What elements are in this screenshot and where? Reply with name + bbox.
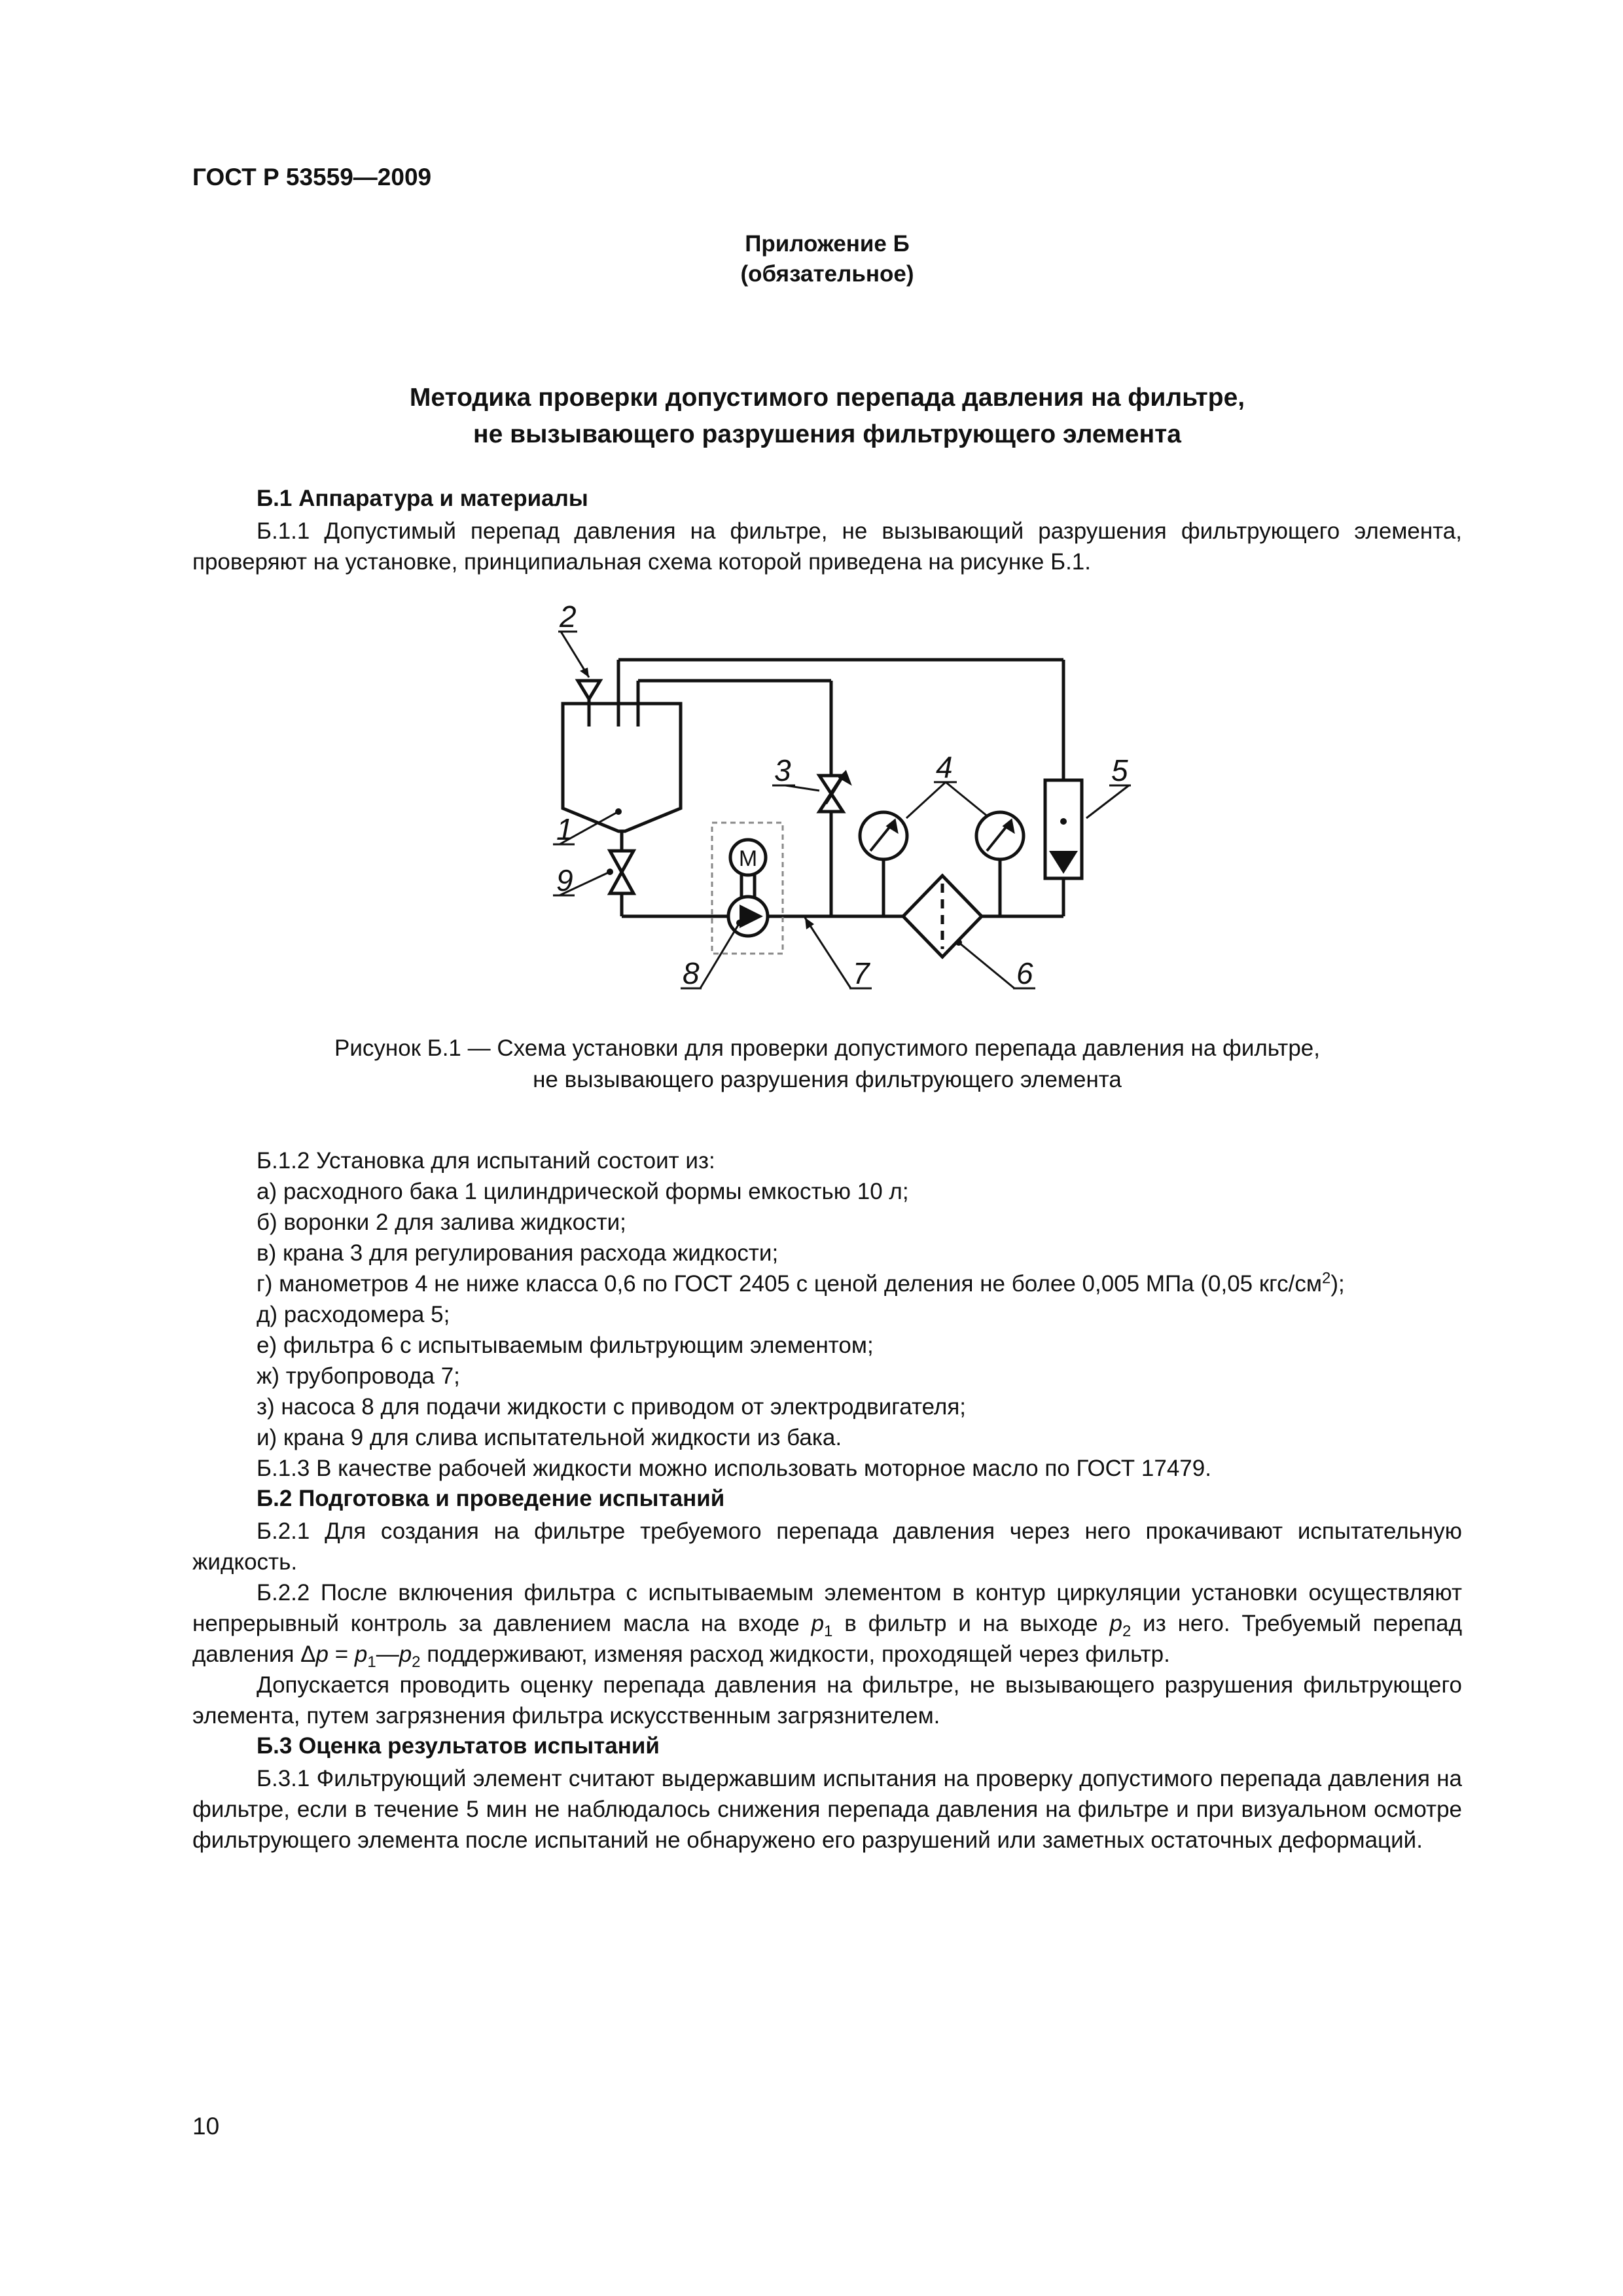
list-item-v: в) крана 3 для регулирования расхода жидкости;: [257, 1240, 779, 1266]
section-b3-heading: Б.3 Оценка результатов испытаний: [257, 1733, 660, 1759]
paragraph-b2-2: [192, 1577, 1462, 1670]
appendix-status: (обязательное): [740, 261, 914, 287]
paragraph-b2-1: [192, 1516, 1462, 1577]
p2-sub: 2: [1122, 1623, 1132, 1640]
dash-sign: —: [376, 1641, 399, 1667]
list-item-g-sup: 2: [1321, 1269, 1331, 1287]
p22-part-c: из него. Требуемый перепад давления Δ: [192, 1611, 1462, 1667]
paragraph-b1-3: Б.1.3 В качестве рабочей жидкости можно использовать моторное масло по ГОСТ 17479.: [257, 1456, 1211, 1481]
label-6: 6: [1016, 956, 1033, 990]
list-intro: Б.1.2 Установка для испытаний состоит из:: [257, 1148, 715, 1174]
paragraph-b2-3-text: Допускается проводить оценку перепада давления на фильтре, не вызывающего разрушения фильтрующего элемента, путем загрязнения фильтра искусственным загрязнителем.: [192, 1672, 1462, 1729]
list-item-a: а) расходного бака 1 цилиндрической формы емкостью 10 л;: [257, 1179, 909, 1204]
list-item-e: е) фильтра 6 с испытываемым фильтрующим элементом;: [257, 1333, 874, 1358]
label-9: 9: [556, 863, 573, 897]
p1-sub: 1: [824, 1623, 833, 1640]
p2-sub-eq: 2: [412, 1653, 421, 1671]
eq-sign: =: [328, 1641, 355, 1667]
label-4: 4: [936, 750, 953, 784]
test-rig-diagram: [0, 0, 1623, 1021]
p2-symbol: p: [1109, 1611, 1122, 1636]
p1-symbol: p: [811, 1611, 825, 1636]
paragraph-b3-1: [192, 1763, 1462, 1856]
funnel-symbol: [578, 681, 600, 699]
p1-sub-eq: 1: [367, 1653, 376, 1671]
figure-caption: [192, 1033, 1462, 1096]
p22-part-b: в фильтр и на выходе: [832, 1611, 1110, 1636]
document-header: ГОСТ Р 53559—2009: [192, 164, 432, 190]
list-item-g-end: );: [1330, 1271, 1345, 1297]
tank-outline: [563, 704, 681, 831]
list-item-g-text: г) манометров 4 не ниже класса 0,6 по ГОСТ 2405 с ценой деления не более 0,005 МПа (0,05 кгс/см: [257, 1271, 1322, 1297]
label-5: 5: [1111, 753, 1128, 787]
list-item-i: и) крана 9 для слива испытательной жидкости из бака.: [257, 1425, 842, 1450]
label-7: 7: [853, 956, 870, 990]
paragraph-b3-1-text: Б.3.1 Фильтрующий элемент считают выдержавшим испытания на проверку допустимого перепада давления на фильтре, если в течение 5 мин не наблюдалось снижения перепада давления на фильтре и при визуальном осмотре фильтрующего элемента после испытаний не обнаружено его разрушений или заметных остаточных деформаций.: [192, 1766, 1462, 1853]
title-line-1: Методика проверки допустимого перепада давления на фильтре,: [409, 384, 1245, 412]
p22-part-a: Б.2.2 После включения фильтра с испытываемым элементом в контур циркуляции установки осуществляют непрерывный контроль за давлением масла на входе: [192, 1580, 1462, 1636]
p-symbol: p: [315, 1641, 329, 1667]
list-item-d: д) расходомера 5;: [257, 1302, 450, 1327]
section-b2-heading: Б.2 Подготовка и проведение испытаний: [257, 1486, 725, 1511]
label-3: 3: [774, 753, 791, 787]
p2-symbol-eq: p: [399, 1641, 412, 1667]
paragraph-b2-3: [192, 1670, 1462, 1731]
appendix-title: Приложение Б: [745, 231, 910, 257]
valve-9-symbol: [610, 851, 633, 893]
title-line-2: не вызывающего разрушения фильтрующего элемента: [473, 420, 1181, 448]
list-item-g: [257, 1268, 1345, 1299]
page-number: 10: [192, 2113, 220, 2140]
list-item-b: б) воронки 2 для залива жидкости;: [257, 1210, 626, 1235]
paragraph-b2-1-text: Б.2.1 Для создания на фильтре требуемого перепада давления через него прокачивают испытательную жидкость.: [192, 1518, 1462, 1575]
section-b1-heading: Б.1 Аппаратура и материалы: [257, 486, 588, 511]
p1-symbol-eq: p: [354, 1641, 368, 1667]
paragraph-b1-1-text: Б.1.1 Допустимый перепад давления на фильтре, не вызывающий разрушения фильтрующего элемента, проверяют на установке, принципиальная схема которой приведена на рисунке Б.1.: [192, 518, 1462, 575]
list-item-zh: ж) трубопровода 7;: [257, 1363, 460, 1389]
label-8: 8: [683, 956, 700, 990]
figure-caption-line-1: Рисунок Б.1 — Схема установки для проверки допустимого перепада давления на фильтре,: [334, 1035, 1320, 1061]
motor-label: М: [738, 846, 758, 871]
label-2: 2: [560, 600, 577, 634]
figure-caption-line-2: не вызывающего разрушения фильтрующего элемента: [533, 1067, 1122, 1092]
label-1: 1: [556, 812, 573, 846]
list-item-z: з) насоса 8 для подачи жидкости с приводом от электродвигателя;: [257, 1394, 967, 1420]
p22-part-d: поддерживают, изменяя расход жидкости, проходящей через фильтр.: [420, 1641, 1170, 1667]
pump-unit-enclosure: [712, 823, 783, 954]
